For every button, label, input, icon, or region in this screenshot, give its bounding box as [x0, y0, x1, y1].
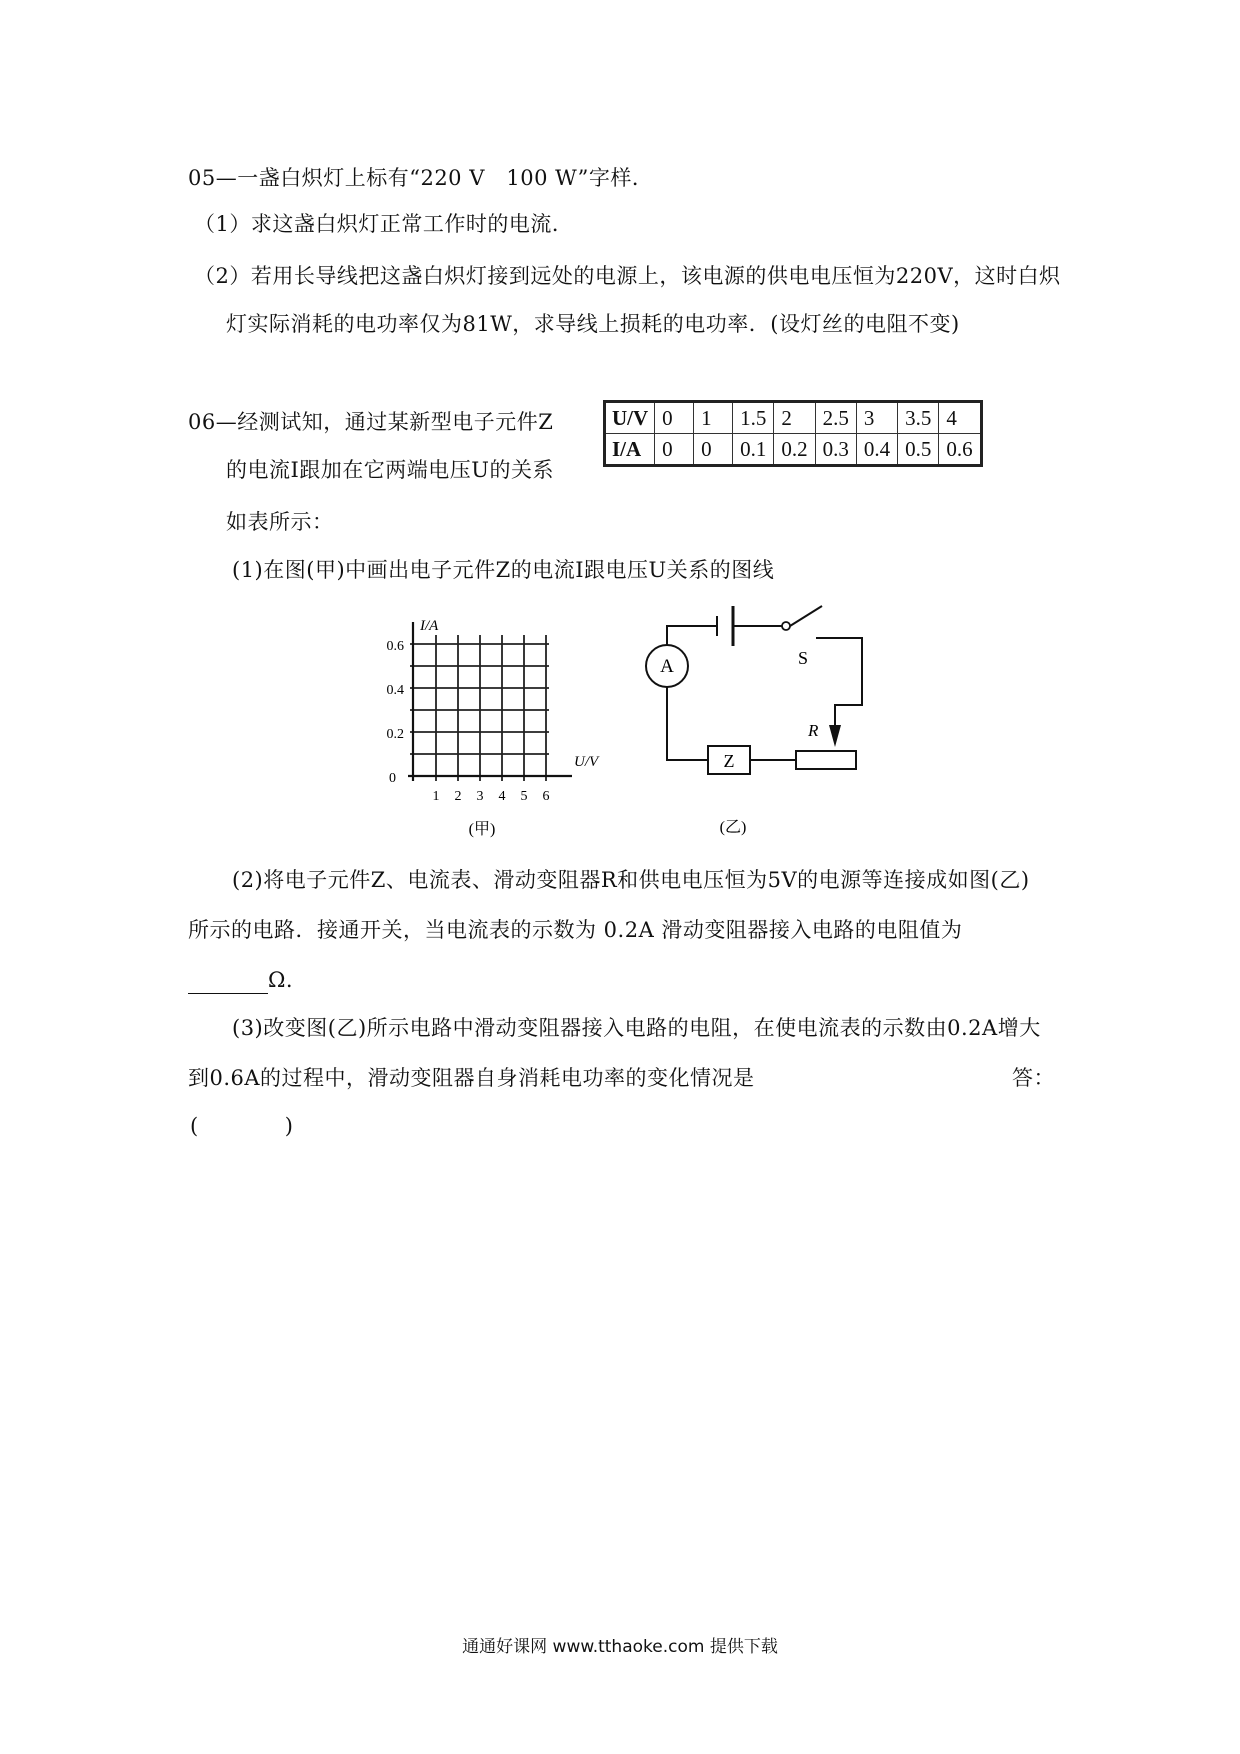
element-z-label: Z	[723, 751, 735, 771]
rheostat-icon	[796, 725, 856, 769]
q06-part2-line2: 所示的电路．接通开关，当电流表的示数为 0.2A 滑动变阻器接入电路的电阻值为	[188, 918, 963, 942]
switch-icon	[782, 622, 790, 630]
table-row-label: I/A	[605, 434, 655, 466]
answer-blank[interactable]	[188, 971, 268, 994]
table-cell: 0.1	[733, 434, 774, 466]
q05-part2-line1: （2）若用长导线把这盏白炽灯接到远处的电源上，该电源的供电电压恒为220V，这时白炽	[194, 264, 1061, 288]
q05-part2-line2: 灯实际消耗的电功率仅为81W，求导线上损耗的电功率．(设灯丝的电阻不变)	[226, 312, 960, 336]
q06-intro-line2: 的电流I跟加在它两端电压U的关系	[226, 458, 554, 482]
table-row-label: U/V	[605, 402, 655, 434]
table-cell: 1.5	[733, 402, 774, 434]
ammeter-label: A	[660, 656, 674, 677]
graph-caption: (甲)	[468, 821, 496, 838]
table-cell: 3.5	[898, 402, 939, 434]
q06-part2-line3	[188, 966, 293, 994]
table-row	[605, 434, 982, 466]
footer-text: 通通好课网 www.tthaoke.com 提供下载	[462, 1637, 778, 1657]
switch-label: S	[798, 648, 809, 668]
table-cell: 0.3	[815, 434, 856, 466]
q06-intro-line3: 如表所示：	[226, 510, 334, 534]
table-cell: 0.6	[939, 434, 981, 466]
table-row	[605, 402, 982, 434]
figures	[0, 600, 1240, 860]
table-cell: 0	[694, 434, 733, 466]
y-tick-label: 0	[389, 771, 396, 786]
table-cell: 2	[774, 402, 815, 434]
table-cell: 0.4	[856, 434, 897, 466]
x-tick-label: 1	[432, 789, 440, 804]
table-cell: 4	[939, 402, 981, 434]
x-tick-label: 3	[476, 789, 484, 804]
q06-part3-line1: (3)改变图(乙)所示电路中滑动变阻器接入电路的电阻，在使电流表的示数由0.2A增大	[232, 1016, 1041, 1040]
y-axis-label: I/A	[420, 618, 439, 634]
rheostat-label: R	[808, 721, 819, 740]
x-tick-label: 4	[498, 789, 506, 804]
x-axis-label: U/V	[574, 754, 599, 770]
q05-title: 05—一盏白炽灯上标有“220 V 100 W”字样．	[188, 166, 654, 190]
q06-part1: (1)在图(甲)中画出电子元件Z的电流I跟电压U关系的图线	[232, 558, 775, 582]
q06-part3-line2: 到0.6A的过程中，滑动变阻器自身消耗电功率的变化情况是	[188, 1066, 755, 1090]
x-tick-label: 5	[520, 789, 528, 804]
graph-grid	[410, 635, 549, 781]
q06-part2-line1: (2)将电子元件Z、电流表、滑动变阻器R和供电电压恒为5V的电源等连接成如图(乙)	[232, 868, 1030, 892]
x-tick-label: 2	[454, 789, 462, 804]
x-tick-label: 6	[542, 789, 550, 804]
q06-intro-line1: 06—经测试知，通过某新型电子元件Z	[188, 410, 554, 434]
answer-label: 答：	[1012, 1066, 1055, 1090]
y-tick-label: 0.6	[386, 639, 404, 654]
answer-parentheses: ( )	[190, 1114, 294, 1138]
q05-part1: （1）求这盏白炽灯正常工作时的电流．	[194, 212, 574, 236]
ohm-unit: Ω.	[268, 968, 294, 992]
table-cell: 2.5	[815, 402, 856, 434]
table-cell: 0.5	[898, 434, 939, 466]
table-cell: 1	[694, 402, 733, 434]
uv-table	[603, 400, 983, 467]
table-cell: 0	[655, 402, 694, 434]
y-tick-label: 0.4	[386, 683, 404, 698]
circuit-caption: (乙)	[719, 819, 747, 836]
y-tick-label: 0.2	[386, 727, 404, 742]
table-cell: 0.2	[774, 434, 815, 466]
battery-icon	[717, 606, 733, 646]
table-cell: 3	[856, 402, 897, 434]
table-cell: 0	[655, 434, 694, 466]
